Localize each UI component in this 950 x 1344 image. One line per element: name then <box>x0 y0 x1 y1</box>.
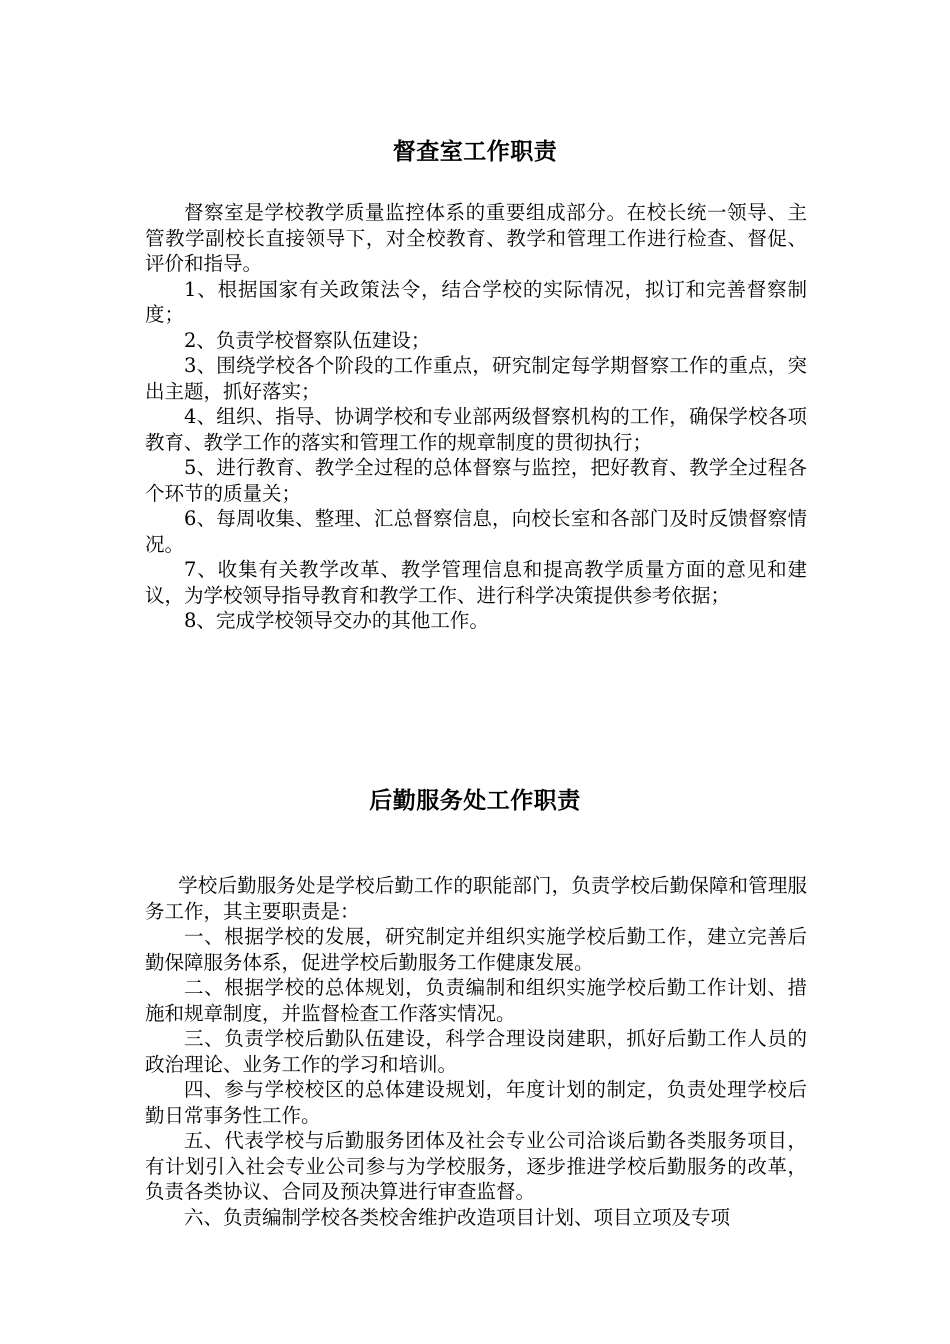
paragraph-item: 3、围绕学校各个阶段的工作重点，研究制定每学期督察工作的重点，突出主题，抓好落实； <box>145 354 807 403</box>
paragraph-intro: 督察室是学校教学质量监控体系的重要组成部分。在校长统一领导、主管教学副校长直接领导下，对全校教育、教学和管理工作进行检查、督促、评价和指导。 <box>145 201 807 275</box>
paragraph-item: 一、根据学校的发展，研究制定并组织实施学校后勤工作，建立完善后勤保障服务体系，促进学校后勤服务工作健康发展。 <box>145 925 807 974</box>
paragraph-item: 5、进行教育、教学全过程的总体督察与监控，把好教育、教学全过程各个环节的质量关； <box>145 456 807 505</box>
paragraph-item: 1、根据国家有关政策法令，结合学校的实际情况，拟订和完善督察制度； <box>145 277 807 326</box>
section-title-supervision-office: 督查室工作职责 <box>392 139 558 165</box>
paragraph-item: 7、收集有关教学改革、教学管理信息和提高教学质量方面的意见和建议，为学校领导指导教育和教学工作、进行科学决策提供参考依据； <box>145 558 807 607</box>
paragraph-item: 2、负责学校督察队伍建设； <box>184 328 431 352</box>
paragraph-item: 五、代表学校与后勤服务团体及社会专业公司洽谈后勤各类服务项目，有计划引入社会专业公司参与为学校服务，逐步推进学校后勤服务的改革，负责各类协议、合同及预决算进行审查监督。 <box>145 1129 807 1203</box>
section-body-logistics-office <box>145 873 807 1230</box>
paragraph-item: 六、负责编制学校各类校舍维护改造项目计划、项目立项及专项 <box>184 1205 731 1229</box>
paragraph-item: 8、完成学校领导交办的其他工作。 <box>184 609 489 632</box>
section-body-supervision-office <box>145 200 807 634</box>
paragraph-item: 三、负责学校后勤队伍建设，科学合理设岗建职，抓好后勤工作人员的政治理论、业务工作的学习和培训。 <box>145 1027 807 1076</box>
section-title-logistics-office: 后勤服务处工作职责 <box>369 788 581 814</box>
paragraph-item: 4、组织、指导、协调学校和专业部两级督察机构的工作，确保学校各项教育、教学工作的落实和管理工作的规章制度的贯彻执行； <box>145 405 807 454</box>
paragraph-item: 6、每周收集、整理、汇总督察信息，向校长室和各部门及时反馈督察情况。 <box>145 507 807 556</box>
paragraph-intro: 学校后勤服务处是学校后勤工作的职能部门，负责学校后勤保障和管理服务工作，其主要职责是： <box>145 874 807 923</box>
paragraph-item: 二、根据学校的总体规划，负责编制和组织实施学校后勤工作计划、措施和规章制度，并监督检查工作落实情况。 <box>145 976 807 1025</box>
paragraph-item: 四、参与学校校区的总体建设规划，年度计划的制定，负责处理学校后勤日常事务性工作。 <box>145 1078 807 1127</box>
